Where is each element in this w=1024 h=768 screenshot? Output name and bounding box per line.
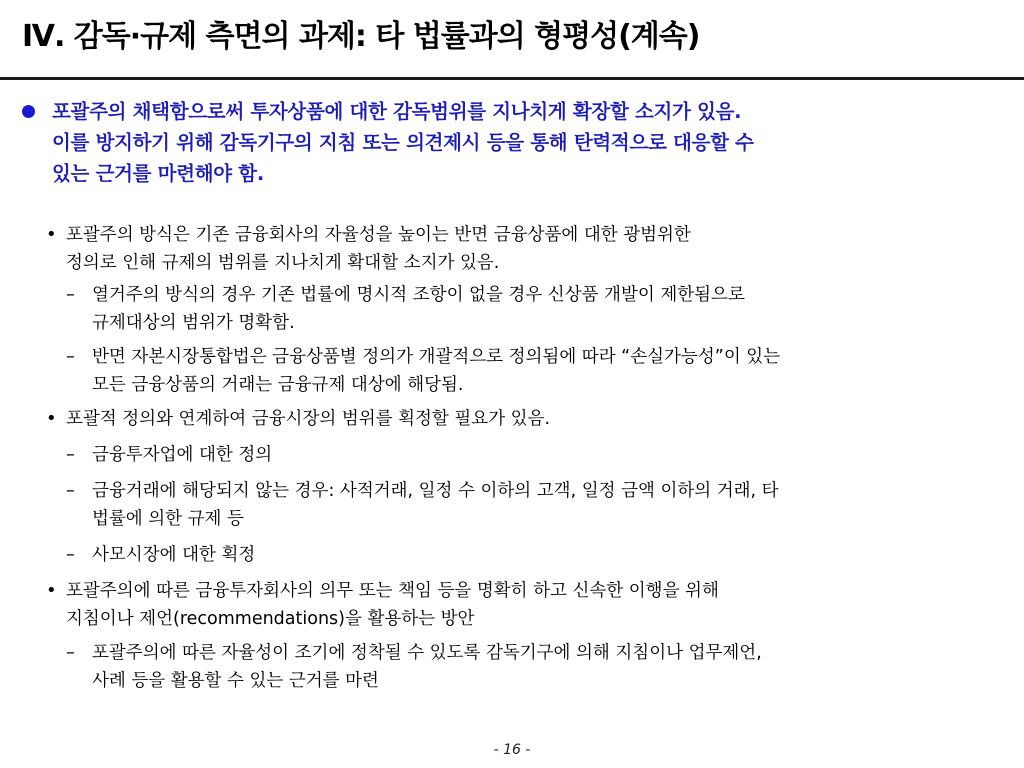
- bullet-dot-icon: •: [46, 408, 57, 429]
- sub-line: 사례 등을 활용할 수 있는 근거를 마련: [92, 671, 379, 691]
- sub-item: [46, 639, 986, 695]
- bullet-line: 포괄주의 방식은 기존 금융회사의 자율성을 높이는 반면 금융상품에 대한 광범위한: [66, 225, 691, 245]
- sub-line: 모든 금융상품의 거래는 금융규제 대상에 해당됨.: [92, 375, 464, 395]
- title-divider: [0, 77, 1024, 80]
- bullet-item: [46, 405, 986, 433]
- bullet-item: [46, 577, 986, 633]
- lead-line: 있는 근거를 마련해야 함.: [52, 162, 264, 185]
- sub-item: [46, 477, 986, 533]
- sub-line: 규제대상의 범위가 명확함.: [92, 313, 295, 333]
- sub-item: [46, 441, 986, 469]
- sub-line: 사모시장에 대한 획정: [92, 545, 256, 565]
- bullet-item: [46, 221, 986, 277]
- lead-line: 포괄주의 채택함으로써 투자상품에 대한 감독범위를 지나치게 확장할 소지가 있음.: [52, 100, 742, 123]
- lead-bullet-icon: [22, 105, 35, 118]
- sub-line: 금융거래에 해당되지 않는 경우: 사적거래, 일정 수 이하의 고객, 일정 금액 이하의 거래, 타: [92, 481, 779, 501]
- dash-icon: –: [66, 445, 75, 465]
- bullet-line: 포괄주의에 따른 금융투자회사의 의무 또는 책임 등을 명확히 하고 신속한 이행을 위해: [66, 581, 719, 601]
- bullet-line: 정의로 인해 규제의 범위를 지나치게 확대할 소지가 있음.: [66, 253, 500, 273]
- sub-item: [46, 343, 986, 399]
- sub-line: 포괄주의에 따른 자율성이 조기에 정착될 수 있도록 감독기구에 의해 지침이나 업무제언,: [92, 643, 762, 663]
- dash-icon: –: [66, 347, 75, 367]
- lead-paragraph: [22, 96, 1012, 189]
- sub-line: 금융투자업에 대한 정의: [92, 445, 273, 465]
- bullet-dot-icon: •: [46, 224, 57, 245]
- bullet-list: [46, 221, 986, 695]
- sub-item: [46, 541, 986, 569]
- sub-line: 반면 자본시장통합법은 금융상품별 정의가 개괄적으로 정의됨에 따라 “손실가능성”이 있는: [92, 347, 781, 367]
- slide-title: Ⅳ. 감독·규제 측면의 과제: 타 법률과의 형평성(계속): [22, 19, 700, 54]
- sub-item: [46, 281, 986, 337]
- sub-line: 법률에 의한 규제 등: [92, 509, 244, 529]
- dash-icon: –: [66, 481, 75, 501]
- lead-text: [52, 96, 1012, 189]
- bullet-line: 포괄적 정의와 연계하여 금융시장의 범위를 획정할 필요가 있음.: [66, 409, 551, 429]
- dash-icon: –: [66, 545, 75, 565]
- bullet-line: 지침이나 제언(recommendations)을 활용하는 방안: [66, 609, 475, 629]
- lead-line: 이를 방지하기 위해 감독기구의 지침 또는 의견제시 등을 통해 탄력적으로 대응할 수: [52, 131, 754, 154]
- dash-icon: –: [66, 643, 75, 663]
- bullet-dot-icon: •: [46, 580, 57, 601]
- page-number: - 16 -: [493, 742, 531, 758]
- dash-icon: –: [66, 285, 75, 305]
- sub-line: 열거주의 방식의 경우 기존 법률에 명시적 조항이 없을 경우 신상품 개발이 제한됨으로: [92, 285, 745, 305]
